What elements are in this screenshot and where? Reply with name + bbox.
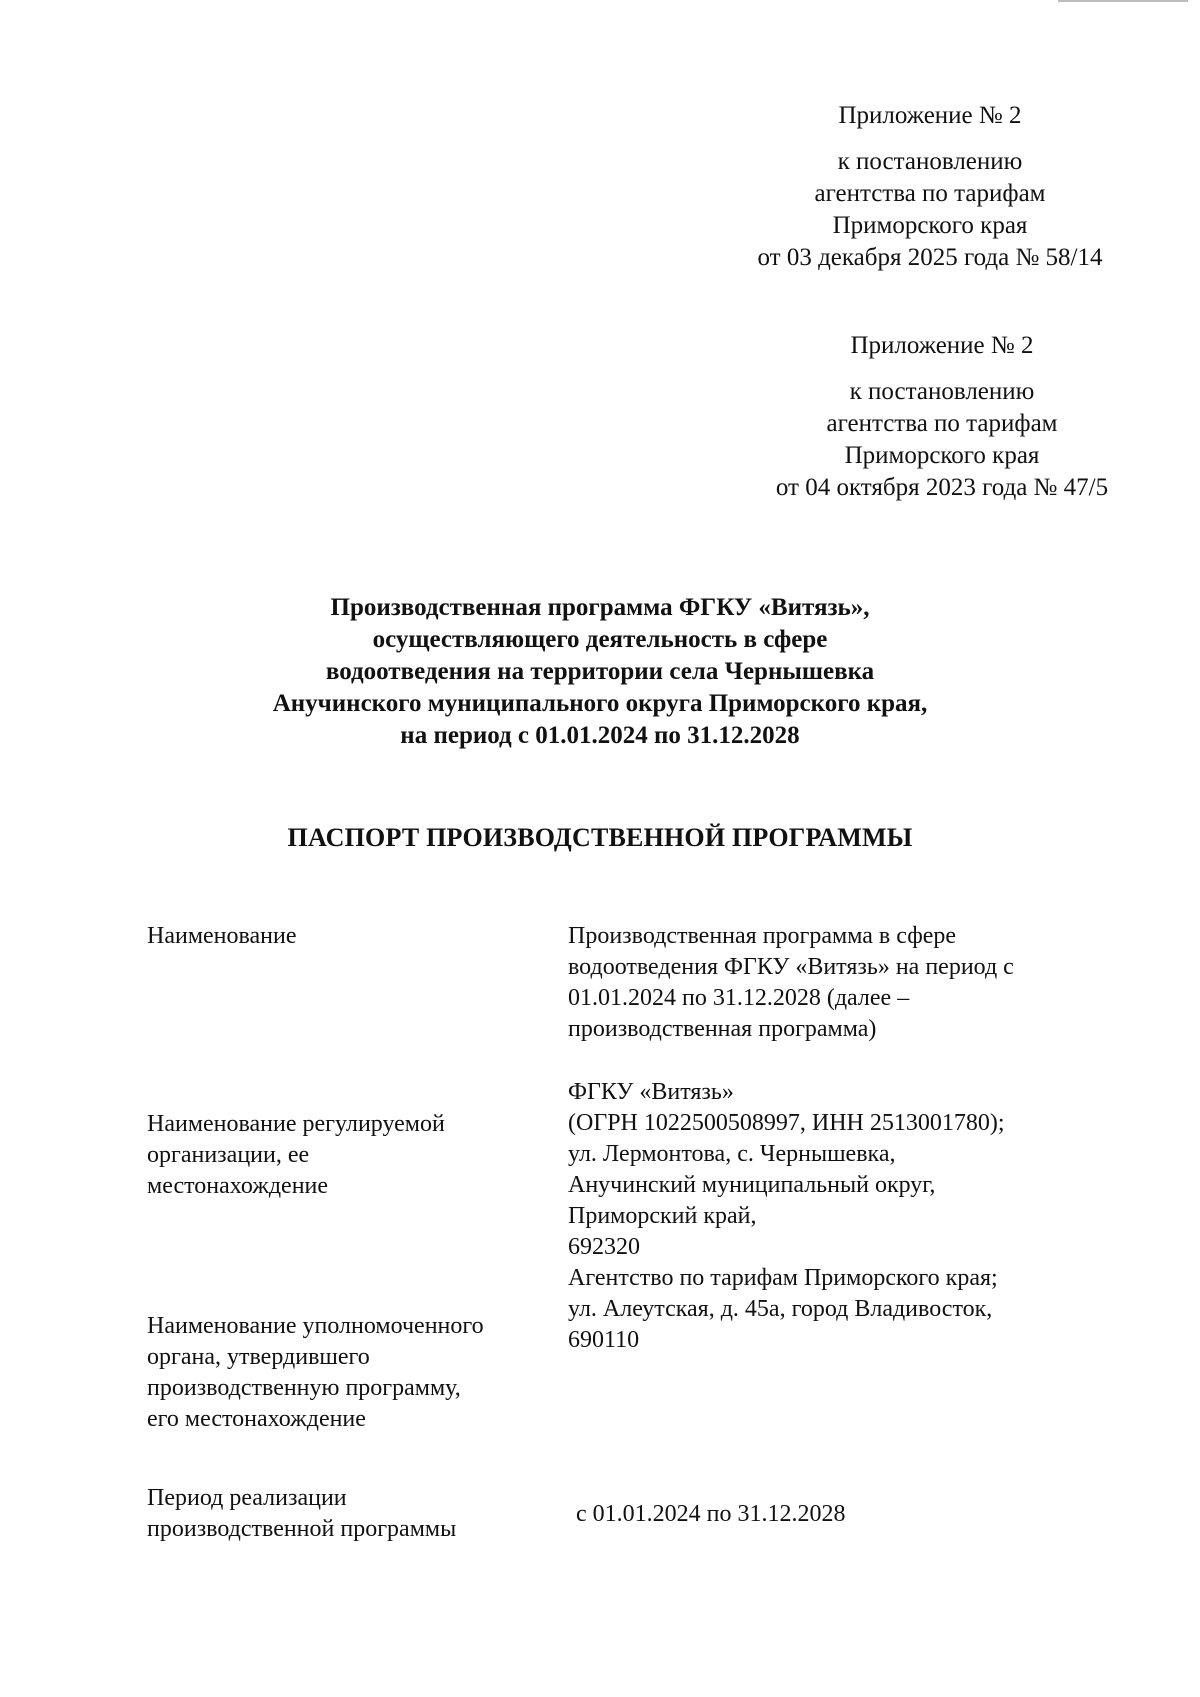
value-line: Агентство по тарифам Приморского края;	[568, 1265, 998, 1291]
appendix-date-line: от 03 декабря 2025 года № 58/14	[757, 244, 1103, 271]
label-line: Наименование уполномоченного	[147, 1313, 484, 1339]
scan-edge-mark	[1058, 0, 1188, 2]
label-line: Наименование регулируемой	[147, 1111, 445, 1137]
program-title-line: водоотведения на территории села Чернышевка	[325, 658, 875, 685]
passport-row-value-period	[576, 1499, 1136, 1530]
passport-row-label-organization	[147, 1109, 547, 1202]
value-line: ул. Лермонтова, с. Чернышевка,	[568, 1141, 896, 1167]
value-line: водоотведения ФГКУ «Витязь» на период с	[568, 954, 1014, 980]
label-line: местонахождение	[147, 1173, 329, 1199]
value-line: с 01.01.2024 по 31.12.2028	[576, 1501, 846, 1527]
appendix-line: к постановлению	[849, 378, 1035, 405]
appendix-title: Приложение № 2	[838, 102, 1022, 129]
passport-row-value-name	[568, 921, 1128, 1045]
passport-row-label-period	[147, 1483, 547, 1545]
label-line: органа, утвердившего	[147, 1344, 370, 1370]
passport-heading: ПАСПОРТ ПРОИЗВОДСТВЕННОЙ ПРОГРАММЫ	[287, 823, 913, 852]
value-line: ул. Алеутская, д. 45а, город Владивосток,	[568, 1296, 993, 1322]
appendix-header-current	[700, 100, 1160, 274]
appendix-title: Приложение № 2	[850, 332, 1034, 359]
appendix-line: к постановлению	[837, 148, 1023, 175]
value-line: Производственная программа в сфере	[568, 923, 957, 949]
program-title-line: осуществляющего деятельность в сфере	[372, 626, 828, 653]
value-line: Анучинский муниципальный округ,	[568, 1172, 936, 1198]
program-title-line: на период с 01.01.2024 по 31.12.2028	[400, 722, 800, 749]
value-line: 690110	[568, 1327, 640, 1353]
label-line: Наименование	[147, 923, 297, 949]
appendix-header-original	[712, 330, 1172, 504]
appendix-line: Приморского края	[844, 442, 1040, 469]
passport-row-label-name	[147, 921, 547, 952]
value-line: Приморский край,	[568, 1203, 757, 1229]
label-line: организации, ее	[147, 1142, 310, 1168]
appendix-date-line: от 04 октября 2023 года № 47/5	[775, 474, 1109, 501]
label-line: Период реализации	[147, 1485, 347, 1511]
passport-row-value-authority	[568, 1263, 1128, 1356]
label-line: его местонахождение	[147, 1406, 366, 1432]
passport-row-value-organization	[568, 1077, 1128, 1263]
value-line: 01.01.2024 по 31.12.2028 (далее –	[568, 985, 910, 1011]
program-title-line: Анучинского муниципального округа Приморского края,	[272, 690, 928, 717]
passport-row-label-authority	[147, 1311, 547, 1435]
appendix-line: агентства по тарифам	[826, 410, 1058, 437]
appendix-line: Приморского края	[832, 212, 1028, 239]
label-line: производственной программы	[147, 1516, 457, 1542]
program-title	[150, 592, 1050, 752]
label-line: производственную программу,	[147, 1375, 461, 1401]
value-line: производственная программа)	[568, 1016, 877, 1042]
value-line: (ОГРН 1022500508997, ИНН 2513001780);	[568, 1110, 1005, 1136]
value-line: 692320	[568, 1234, 640, 1260]
value-line: ФГКУ «Витязь»	[568, 1079, 734, 1105]
program-title-line: Производственная программа ФГКУ «Витязь»,	[330, 594, 870, 621]
appendix-line: агентства по тарифам	[814, 180, 1046, 207]
